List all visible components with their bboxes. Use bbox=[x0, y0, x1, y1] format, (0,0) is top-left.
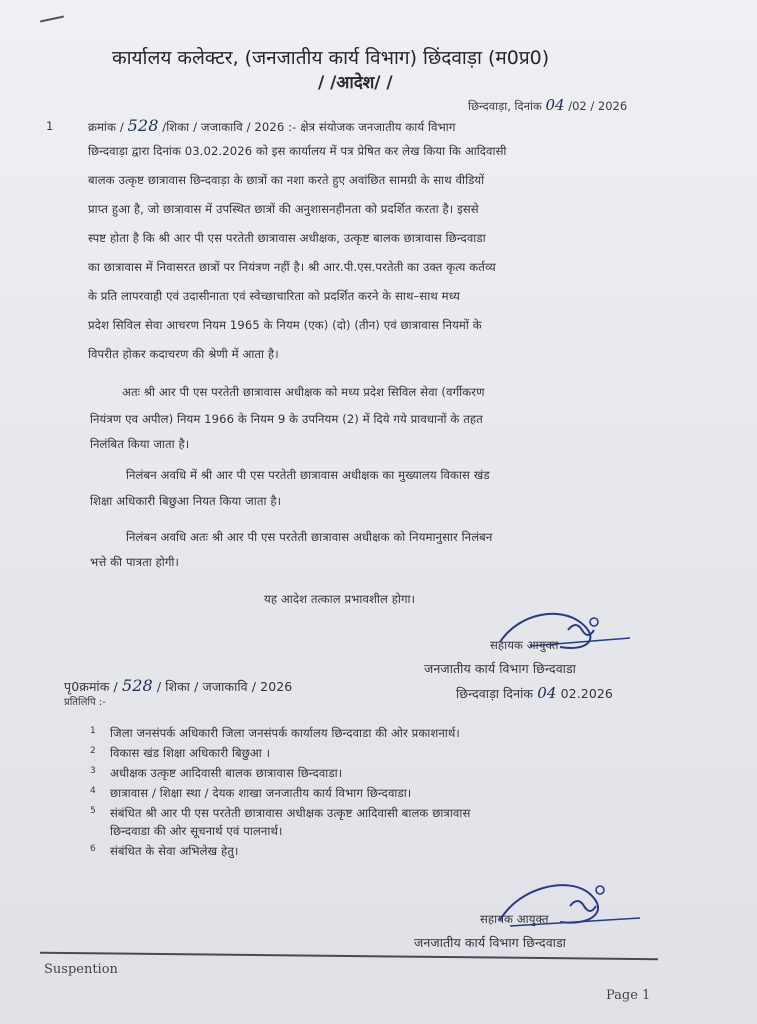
copy-item-text: छिन्दवाडा की ओर सूचनार्थ एवं पालनार्थ। bbox=[110, 824, 283, 838]
place-date-label: छिन्दवाड़ा, दिनांक bbox=[468, 99, 542, 113]
endorsement-ref-line bbox=[64, 676, 292, 695]
order-line: विपरीत होकर कदाचरण की श्रेणी में आता है। bbox=[88, 347, 279, 361]
para2-line: अतः श्री आर पी एस परतेती छात्रावास अधीक्षक को मध्य प्रदेश सिविल सेवा (वर्गीकरण bbox=[122, 385, 485, 399]
signature-1 bbox=[490, 602, 640, 662]
order-line-0: क्षेत्र संयोजक जनजातीय कार्य विभाग bbox=[300, 120, 456, 134]
footer-page: Page 1 bbox=[606, 988, 651, 1003]
copy-item-number: 6 bbox=[90, 844, 96, 854]
order-heading: / /आदेश/ / bbox=[318, 73, 393, 93]
copy-item-number: 5 bbox=[90, 806, 96, 816]
office-title: कार्यालय कलेक्टर, (जनजातीय कार्य विभाग) छिंदवाड़ा (म0प्र0) bbox=[112, 47, 550, 69]
para3-line: निलंबन अवधि में श्री आर पी एस परतेती छात्रावास अधीक्षक का मुख्यालय विकास खंड bbox=[126, 468, 490, 482]
copy-item-number: 1 bbox=[90, 726, 96, 736]
endorsement-date-hand: 04 bbox=[537, 684, 557, 702]
signature-2-designation: सहायक आयुक्त bbox=[480, 912, 549, 926]
order-line: का छात्रावास में निवासरत छात्रों पर नियंत्रण नहीं है। श्री आर.पी.एस.परतेती का उक्त कृत्य कर्तव्य bbox=[88, 260, 496, 274]
footer-rule bbox=[40, 952, 658, 960]
copy-item-text: विकास खंड शिक्षा अधिकारी बिछुआ । bbox=[110, 746, 271, 760]
handwritten-date: 04 bbox=[545, 96, 565, 114]
order-line: के प्रति लापरवाही एवं उदासीनाता एवं स्वेच्छाचारिता को प्रदर्शित करने के साथ–साथ मध्य bbox=[88, 289, 460, 303]
order-ref-line bbox=[88, 116, 455, 135]
signature-1-dept: जनजातीय कार्य विभाग छिन्दवाडा bbox=[424, 661, 577, 676]
signature-2 bbox=[480, 876, 650, 936]
order-line: छिन्दवाड़ा द्वारा दिनांक 03.02.2026 को इस कार्यालय में पत्र प्रेषित कर लेख किया कि आदिवासी bbox=[88, 144, 507, 158]
copy-item-text: संबंधित के सेवा अभिलेख हेतु। bbox=[110, 844, 239, 858]
endorsement-kramank: पृ0क्रमांक / bbox=[64, 679, 118, 694]
copy-item-text: अधीक्षक उत्कृष्ट आदिवासी बालक छात्रावास छिन्दवाडा। bbox=[110, 766, 343, 780]
order-ref: /शिका / जजाकावि / 2026 :- bbox=[162, 120, 297, 134]
endorsement-ref: / शिका / जजाकावि / 2026 bbox=[156, 679, 293, 694]
pen-mark bbox=[40, 16, 64, 23]
para2-line: नियंत्रण एव अपील) नियम 1966 के नियम 9 के उपनियम (2) में दिये गये प्रावधानों के तहत bbox=[90, 412, 483, 426]
kramank-label: क्रमांक / bbox=[88, 120, 124, 134]
effect-line: यह आदेश तत्काल प्रभावशील होगा। bbox=[264, 592, 416, 606]
endorsement-date-prefix: छिन्दवाड़ा दिनांक bbox=[456, 686, 534, 701]
order-line: स्पष्ट होता है कि श्री आर पी एस परतेती छात्रावास अधीक्षक, उत्कृष्ट बालक छात्रावास छिन्दवाडा bbox=[88, 231, 486, 245]
page-number-marker: 1 bbox=[46, 119, 54, 133]
copy-item-number: 2 bbox=[90, 746, 96, 756]
para4-line: निलंबन अवधि अतः श्री आर पी एस परतेती छात्रावास अधीक्षक को नियमानुसार निलंबन bbox=[126, 530, 493, 544]
para2-line: निलंबित किया जाता है। bbox=[90, 437, 190, 451]
para3-line: शिक्षा अधिकारी बिछुआ नियत किया जाता है। bbox=[90, 494, 282, 508]
order-number: 528 bbox=[127, 116, 159, 135]
copy-item-text: जिला जनसंपर्क अधिकारी जिला जनसंपर्क कार्यालय छिन्दवाडा की ओर प्रकाशनार्थ। bbox=[110, 726, 460, 740]
order-line: प्रदेश सिविल सेवा आचरण नियम 1965 के नियम (एक) (दो) (तीन) एवं छात्रावास नियमों के bbox=[88, 318, 482, 332]
copy-item-number: 3 bbox=[90, 766, 96, 776]
copy-item-text: संबंधित श्री आर पी एस परतेती छात्रावास अधीक्षक उत्कृष्ट आदिवासी बालक छात्रावास bbox=[110, 806, 471, 820]
order-line: बालक उत्कृष्ट छात्रावास छिन्दवाड़ा के छात्रों का नशा करते हुए अवांछित सामग्री के साथ वीडियों bbox=[88, 173, 485, 187]
date-rest: /02 / 2026 bbox=[568, 99, 628, 113]
copy-item-number: 4 bbox=[90, 786, 96, 796]
order-line: प्राप्त हुआ है, जो छात्रावास में उपस्थित छात्रों की अनुशासनहीनता को प्रदर्शित करता है। इससे bbox=[88, 202, 479, 216]
footer-left: Suspention bbox=[44, 962, 118, 977]
signature-1-designation: सहायक आयुक्त bbox=[490, 638, 559, 652]
signature-2-dept: जनजातीय कार्य विभाग छिन्दवाडा bbox=[414, 935, 567, 950]
copy-item-text: छात्रावास / शिक्षा स्था / देयक शाखा जनजातीय कार्य विभाग छिन्दवाडा। bbox=[110, 786, 412, 800]
endorsement-date bbox=[456, 684, 613, 702]
endorsement-date-rest: 02.2026 bbox=[560, 686, 613, 701]
copy-label: प्रतिलिपि :- bbox=[64, 697, 106, 708]
para4-line: भत्ते की पात्रता होगी। bbox=[90, 555, 180, 569]
endorsement-number: 528 bbox=[121, 676, 153, 695]
place-date bbox=[468, 96, 627, 114]
